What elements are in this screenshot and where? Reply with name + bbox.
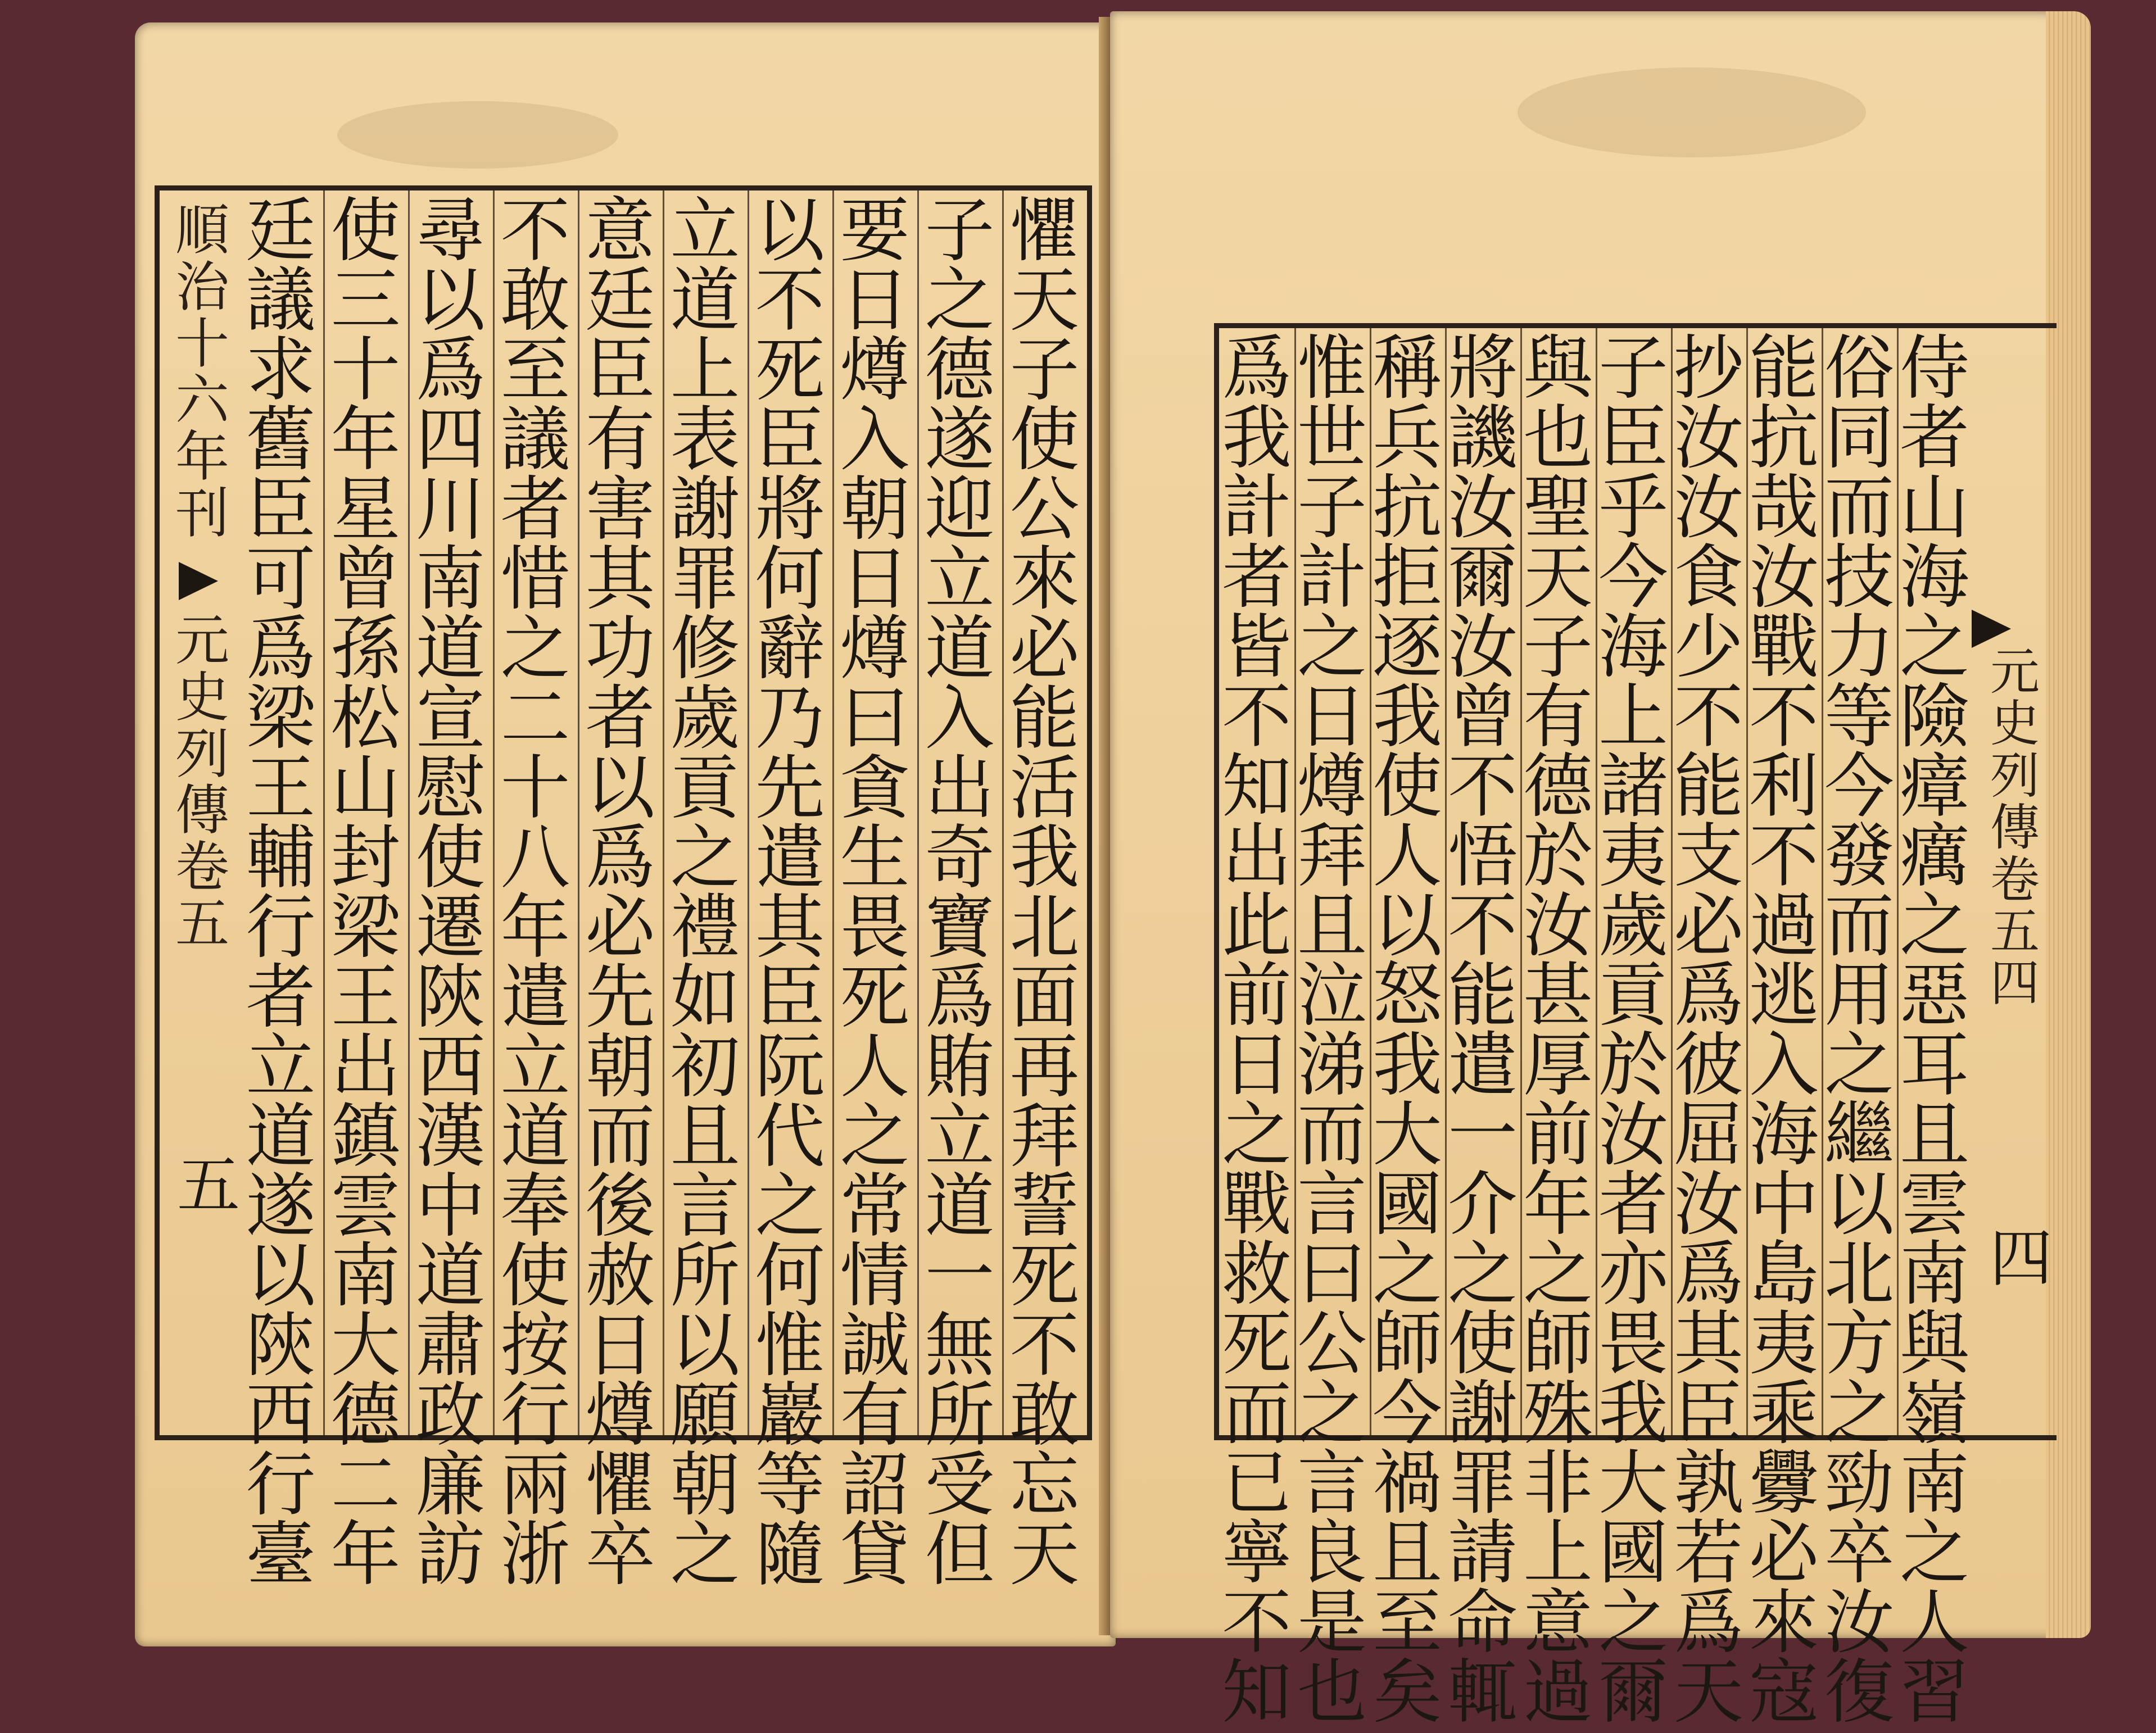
fish-tail-mark-icon: [179, 562, 218, 600]
right-text-column-1: 侍 者 山 海 之 險 瘴 癘 之 惡 耳 且 雲 南 與 嶺 南 之 人 習: [1899, 328, 1969, 1733]
fish-tail-mark-icon: [1972, 610, 2011, 648]
column-rule: [917, 190, 919, 1435]
left-margin-title: [166, 609, 239, 955]
right-text-column-10: 爲 我 計 者 皆 不 知 出 此 前 日 之 戰 救 死 而 已 寧 不 知: [1221, 328, 1292, 1733]
left-text-column-7: 不 敢 至 議 者 惜 之 二 十 八 年 遣 立 道 奉 使 按 行 兩 浙: [500, 190, 570, 1595]
column-rule: [493, 190, 495, 1435]
column-rule: [1746, 328, 1748, 1435]
right-columns: [1219, 328, 1972, 1733]
right-text-column-8: 稱 兵 抗 拒 逐 我 使 人 以 怒 我 大 國 之 師 今 禍 且 至 矣: [1372, 328, 1442, 1733]
left-text-column-2: 子 之 德 遂 迎 立 道 入 出 奇 寶 爲 賄 立 道 一 無 所 受 但: [925, 190, 995, 1595]
paper-stain: [1518, 67, 1866, 157]
left-margin-date: [163, 199, 242, 545]
column-rule: [1445, 328, 1447, 1435]
right-text-column-3: 能 抗 哉 汝 戰 不 利 不 過 逃 入 海 中 島 夷 乘 釁 必 來 寇: [1749, 328, 1819, 1733]
right-text-column-9: 惟 世 子 計 之 日 燇 拜 且 泣 涕 而 言 曰 公 之 言 良 是 也: [1297, 328, 1367, 1733]
column-rule: [1671, 328, 1673, 1435]
column-rule: [832, 190, 834, 1435]
column-rule: [663, 190, 664, 1435]
column-rule: [578, 190, 579, 1435]
left-text-column-10: 廷 議 求 舊 臣 可 爲 梁 王 輔 行 者 立 道 遂 以 陝 西 行 臺: [246, 190, 316, 1595]
right-text-frame: [1214, 323, 2057, 1733]
left-text-column-1: 懼 天 子 使 公 來 必 能 活 我 北 面 再 拜 誓 死 不 敢 忘 天: [1009, 190, 1080, 1595]
paper-stain: [337, 101, 618, 169]
right-text-column-7: 將 譏 汝 爾 汝 曾 不 悟 不 能 遣 一 介 之 使 謝 罪 請 命 輒: [1447, 328, 1518, 1733]
left-text-column-6: 意 廷 臣 有 害 其 功 者 以 爲 必 先 朝 而 後 赦 日 燇 懼 卒: [585, 190, 655, 1595]
volume-title-label: 元 史 列 傳 卷 五 四: [1990, 643, 2040, 1013]
column-rule: [1520, 328, 1522, 1435]
right-page-number: 四: [1990, 1222, 2053, 1295]
column-rule: [1596, 328, 1597, 1435]
left-text-column-4: 以 不 死 臣 將 何 辭 乃 先 遣 其 臣 阮 代 之 何 惟 巖 等 隨: [755, 190, 825, 1595]
left-columns: [238, 190, 1087, 1595]
left-text-column-3: 要 日 燇 入 朝 日 燇 曰 貪 生 畏 死 人 之 常 情 誠 有 詔 貸: [840, 190, 910, 1595]
right-text-column-5: 子 臣 乎 今 海 上 諸 夷 歲 貢 於 汝 者 亦 畏 我 大 國 之 爾: [1598, 328, 1668, 1733]
right-text-column-4: 抄 汝 汝 食 少 不 能 支 必 爲 彼 屈 汝 爲 其 臣 孰 若 爲 天: [1673, 328, 1743, 1733]
volume-title-label: 元 史 列 傳 卷 五: [175, 609, 229, 955]
left-text-column-9: 使 三 十 年 星 曾 孫 松 山 封 梁 王 出 鎮 雲 南 大 德 二 年: [330, 190, 401, 1595]
column-rule: [408, 190, 410, 1435]
left-page-number: 五: [177, 1149, 240, 1222]
column-rule: [1370, 328, 1371, 1435]
left-text-column-8: 尋 以 爲 四 川 南 道 宣 慰 使 遷 陝 西 漢 中 道 肅 政 廉 訪: [415, 190, 486, 1595]
column-rule: [323, 190, 325, 1435]
column-rule: [1294, 328, 1296, 1435]
right-margin-title: [1984, 643, 2046, 1013]
column-rule: [1897, 328, 1899, 1435]
left-text-column-5: 立 道 上 表 謝 罪 修 歲 貢 之 禮 如 初 且 言 所 以 願 朝 之: [670, 190, 740, 1595]
column-rule: [1822, 328, 1823, 1435]
column-rule: [1002, 190, 1004, 1435]
print-date-label: 順 治 十 六 年 刊: [175, 199, 229, 545]
column-rule: [748, 190, 749, 1435]
right-text-column-6: 與 也 聖 天 子 有 德 於 汝 甚 厚 前 年 之 師 殊 非 上 意 過: [1523, 328, 1593, 1733]
right-text-column-2: 俗 同 而 技 力 等 今 發 而 用 之 繼 以 北 方 之 勁 卒 汝 復: [1824, 328, 1894, 1733]
left-text-frame: [155, 185, 1092, 1595]
